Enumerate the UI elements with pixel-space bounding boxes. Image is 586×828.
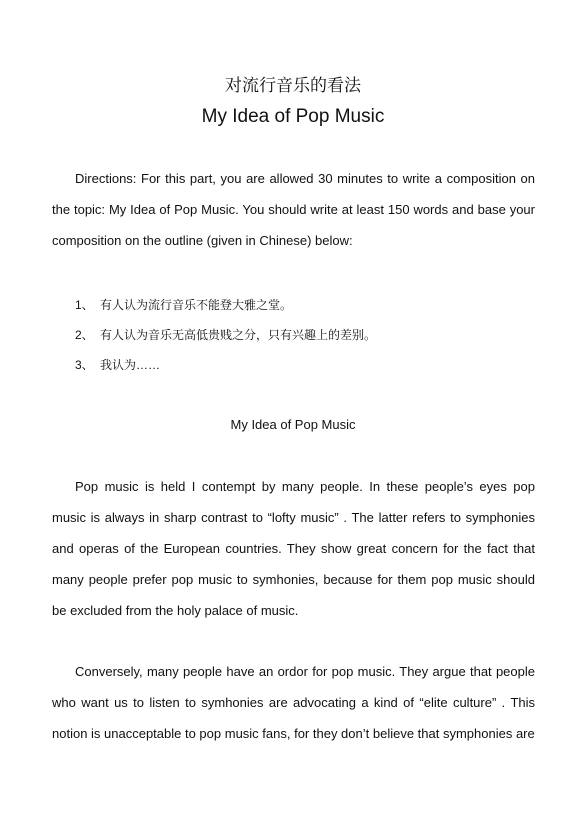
outline-number: 3、: [75, 358, 94, 372]
outline-list: [75, 290, 376, 380]
directions-paragraph: Directions: For this part, you are allowed 30 minutes to write a composition on the topic: My Idea of Pop Music. You should write at least 150 words and base your composition on the outline (given in Chinese) below:: [52, 171, 535, 248]
outline-number: 2、: [75, 328, 94, 342]
essay-paragraph: Pop music is held I contempt by many people. In these people’s eyes pop music is always in sharp contrast to “lofty music” . The latter refers to symphonies and operas of the European countries. They show great concern for the fact that many people prefer pop music to symhonies, because for them pop music should be excluded from the holy palace of music.: [52, 479, 535, 618]
outline-item: [75, 290, 376, 320]
outline-item: [75, 320, 376, 350]
outline-text: 我认为……: [100, 358, 161, 372]
outline-number: 1、: [75, 298, 94, 312]
essay-paragraph: Conversely, many people have an ordor for pop music. They argue that people who want us to listen to symhonies are advocating a kind of “elite culture” . This notion is unacceptable to pop music fans, for they don’t believe that symphonies are: [52, 664, 535, 741]
essay-title: My Idea of Pop Music: [230, 417, 356, 432]
outline-text: 有人认为音乐无高低贵贱之分，只有兴趣上的差别。: [100, 328, 377, 342]
english-title: My Idea of Pop Music: [201, 106, 385, 127]
outline-item: [75, 350, 376, 380]
chinese-title: 对流行音乐的看法: [225, 76, 361, 95]
outline-text: 有人认为流行音乐不能登大雅之堂。: [100, 298, 293, 312]
